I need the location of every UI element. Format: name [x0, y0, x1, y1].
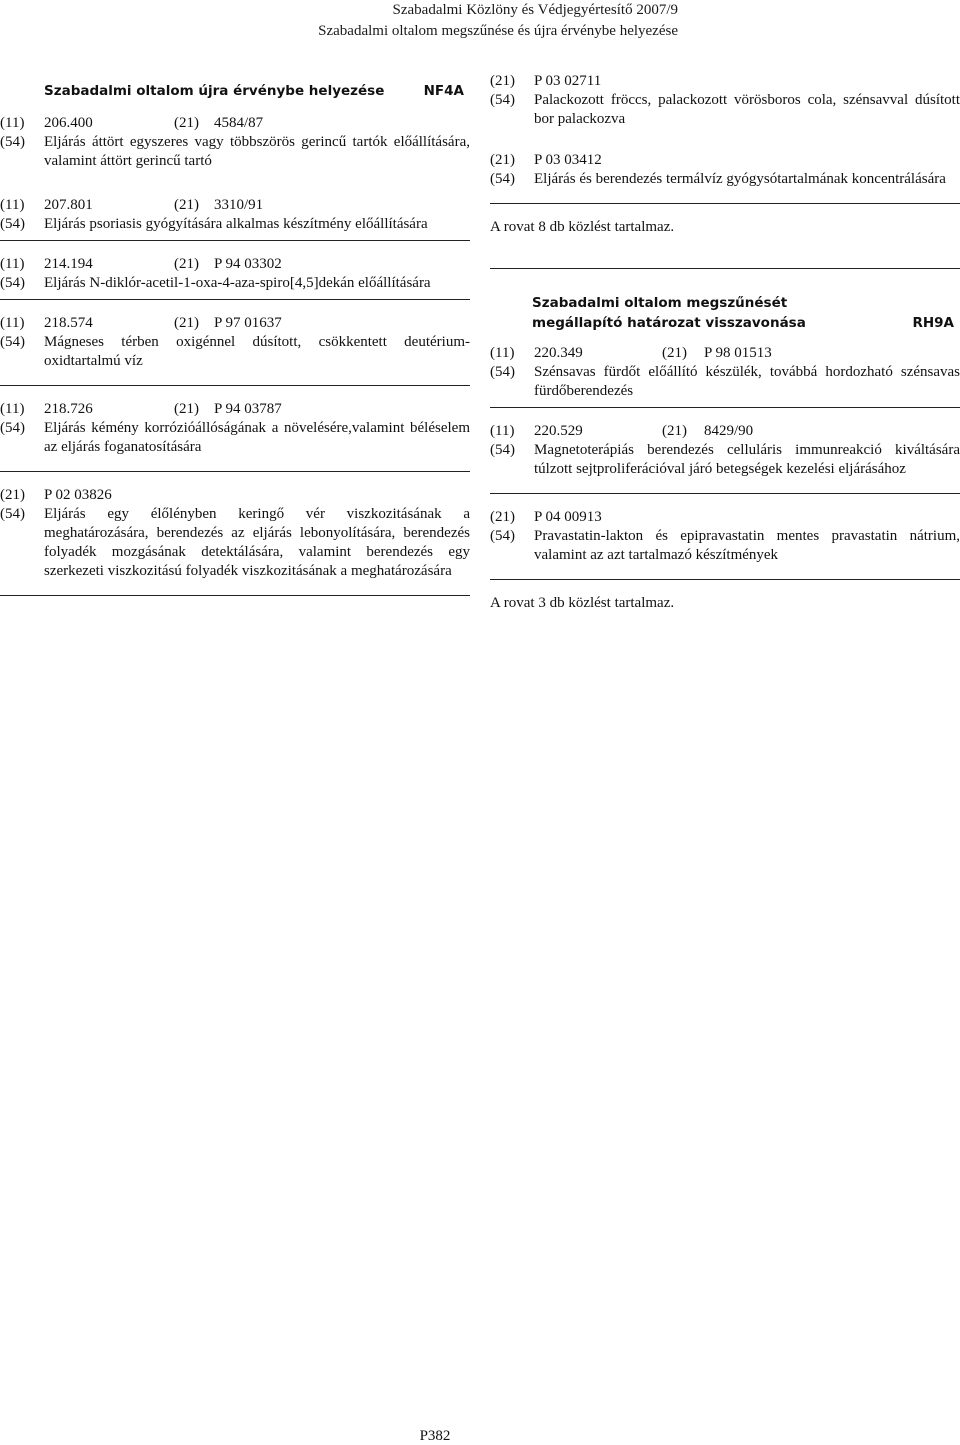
- application-number: P 02 03826: [44, 487, 112, 503]
- invention-title: Palackozott fröccs, palackozott vörösboros cola, szénsavval dúsított bor palackozva: [534, 92, 960, 127]
- patent-number: 220.529: [534, 423, 583, 439]
- divider: [490, 407, 960, 408]
- patent-entry: [490, 422, 960, 479]
- application-number: 3310/91: [214, 197, 264, 213]
- patent-entry: [0, 486, 470, 581]
- divider: [0, 471, 470, 472]
- invention-title: Szénsavas fürdőt előállító készülék, továbbá hordozható szénsavas fürdőberendezés: [534, 364, 960, 399]
- entry-row-54: (54) Eljárás N-diklór-acetil-1-oxa-4-aza-spiro[4,5]dekán előállítására: [0, 275, 431, 291]
- application-number: 8429/90: [704, 423, 754, 439]
- invention-title: Eljárás kémény korrózióállóságának a növelésére,valamint béléselem az eljárás foganatosítására: [44, 420, 470, 455]
- patent-entry: [490, 151, 960, 189]
- application-number: 4584/87: [214, 115, 264, 131]
- entry-row-21: (21) P 03 02711: [490, 73, 602, 89]
- entry-row-54: (54) Pravastatin-lakton és epipravastatin mentes pravastatin nátrium, valamint az azt tartalmazó készítmények: [490, 528, 960, 563]
- entry-row-54: (54) Eljárás egy élőlényben keringő vér viszkozitásának a meghatározására, berendezés az eljárás lebonyolítására, berendezés folyadék mozgásának detektálására, valamint berendezés egy szerkezeti viszkozitású folyadék viszkozitásának a meghatározására: [0, 506, 470, 579]
- application-number: P 03 03412: [534, 152, 602, 168]
- invention-title: Eljárás áttört egyszeres vagy többszörös gerincű tartók előállítására, valamint áttört gerincű tartó: [44, 134, 470, 169]
- patent-entry: [0, 255, 470, 293]
- invention-title: Eljárás egy élőlényben keringő vér viszkozitásának a meghatározására, berendezés az eljárás lebonyolítására, berendezés folyadék mozgásának detektálására, valamint berendezés egy szerkezeti viszkozitású folyadék viszkozitásának a meghatározására: [44, 506, 470, 579]
- patent-number: 206.400: [44, 115, 93, 131]
- section-title-line2: megállapító határozat visszavonása: [532, 315, 806, 331]
- patent-number: 214.194: [44, 256, 93, 272]
- entry-row-11: (11) 207.801 (21) 3310/91: [0, 197, 264, 213]
- divider: [0, 299, 470, 300]
- divider: [0, 595, 470, 596]
- section-code: NF4A: [423, 83, 464, 99]
- application-number: P 03 02711: [534, 73, 602, 89]
- chapter-title: Szabadalmi oltalom megszűnése és újra érvénybe helyezése: [318, 23, 678, 39]
- section-summary: A rovat 3 db közlést tartalmaz.: [490, 595, 675, 611]
- entry-row-11: (11) 220.349 (21) P 98 01513: [490, 345, 772, 361]
- patent-number: 220.349: [534, 345, 583, 361]
- section-summary: A rovat 8 db közlést tartalmaz.: [490, 219, 675, 235]
- left-column: [0, 70, 470, 596]
- entry-row-21: (21) P 02 03826: [0, 487, 112, 503]
- page-number: P382: [419, 1428, 451, 1444]
- patent-entry: [490, 72, 960, 129]
- entry-row-54: (54) Eljárás kémény korrózióállóságának a növelésére,valamint béléselem az eljárás foganatosítására: [0, 420, 470, 455]
- section-title: Szabadalmi oltalom újra érvénybe helyezése: [44, 83, 385, 99]
- divider: [490, 493, 960, 494]
- application-number: P 04 00913: [534, 509, 602, 525]
- entry-row-21: (21) P 03 03412: [490, 152, 602, 168]
- section-title-line1: Szabadalmi oltalom megszűnését: [532, 295, 788, 311]
- journal-title: Szabadalmi Közlöny és Védjegyértesítő 2007/9: [392, 2, 678, 18]
- entry-row-54: (54) Eljárás áttört egyszeres vagy többszörös gerincű tartók előállítására, valamint áttört gerincű tartó: [0, 134, 470, 169]
- entry-row-54: (54) Szénsavas fürdőt előállító készülék, továbbá hordozható szénsavas fürdőberendezés: [490, 364, 960, 399]
- invention-title: Eljárás és berendezés termálvíz gyógysótartalmának koncentrálására: [534, 171, 946, 187]
- section-heading-rh9a: [490, 293, 960, 333]
- patent-entry: [0, 114, 470, 171]
- entry-row-21: (21) P 04 00913: [490, 509, 602, 525]
- section-code: RH9A: [912, 315, 954, 331]
- patent-entry: [490, 508, 960, 565]
- invention-title: Eljárás psoriasis gyógyítására alkalmas készítmény előállítására: [44, 216, 428, 232]
- application-number: P 94 03787: [214, 401, 282, 417]
- entry-row-11: (11) 214.194 (21) P 94 03302: [0, 256, 282, 272]
- application-number: P 98 01513: [704, 345, 772, 361]
- invention-title: Pravastatin-lakton és epipravastatin mentes pravastatin nátrium, valamint az azt tartalmazó készítmények: [534, 528, 960, 563]
- divider: [490, 203, 960, 204]
- page-header: [0, 0, 960, 50]
- entry-row-11: (11) 220.529 (21) 8429/90: [490, 423, 754, 439]
- entry-row-54: (54) Eljárás és berendezés termálvíz gyógysótartalmának koncentrálására: [490, 171, 946, 187]
- divider: [490, 579, 960, 580]
- entry-row-11: (11) 206.400 (21) 4584/87: [0, 115, 264, 131]
- patent-entry: [0, 196, 470, 234]
- patent-number: 218.726: [44, 401, 93, 417]
- entry-row-11: (11) 218.726 (21) P 94 03787: [0, 401, 282, 417]
- invention-title: Eljárás N-diklór-acetil-1-oxa-4-aza-spiro[4,5]dekán előállítására: [44, 275, 431, 291]
- patent-number: 207.801: [44, 197, 93, 213]
- patent-entry: [490, 344, 960, 401]
- patent-entry: [0, 400, 470, 457]
- invention-title: Mágneses térben oxigénnel dúsított, csökkentett deutérium-oxidtartalmú víz: [44, 334, 470, 369]
- section-heading-nf4a: [0, 81, 470, 103]
- application-number: P 97 01637: [214, 315, 282, 331]
- application-number: P 94 03302: [214, 256, 282, 272]
- entry-row-54: (54) Palackozott fröccs, palackozott vörösboros cola, szénsavval dúsított bor palackozva: [490, 92, 960, 127]
- invention-title: Magnetoterápiás berendezés celluláris immunreakció kiváltására túlzott sejtproliferációval járó betegségek kezelési eljárásához: [534, 442, 960, 477]
- divider: [490, 268, 960, 269]
- right-column: [490, 70, 960, 613]
- entry-row-54: (54) Eljárás psoriasis gyógyítására alkalmas készítmény előállítására: [0, 216, 428, 232]
- patent-number: 218.574: [44, 315, 93, 331]
- divider: [0, 385, 470, 386]
- patent-entry: [0, 314, 470, 371]
- divider: [0, 240, 470, 241]
- entry-row-54: (54) Mágneses térben oxigénnel dúsított, csökkentett deutérium-oxidtartalmú víz: [0, 334, 470, 369]
- entry-row-54: (54) Magnetoterápiás berendezés celluláris immunreakció kiváltására túlzott sejtproliferációval járó betegségek kezelési eljárásához: [490, 442, 960, 477]
- entry-row-11: (11) 218.574 (21) P 97 01637: [0, 315, 282, 331]
